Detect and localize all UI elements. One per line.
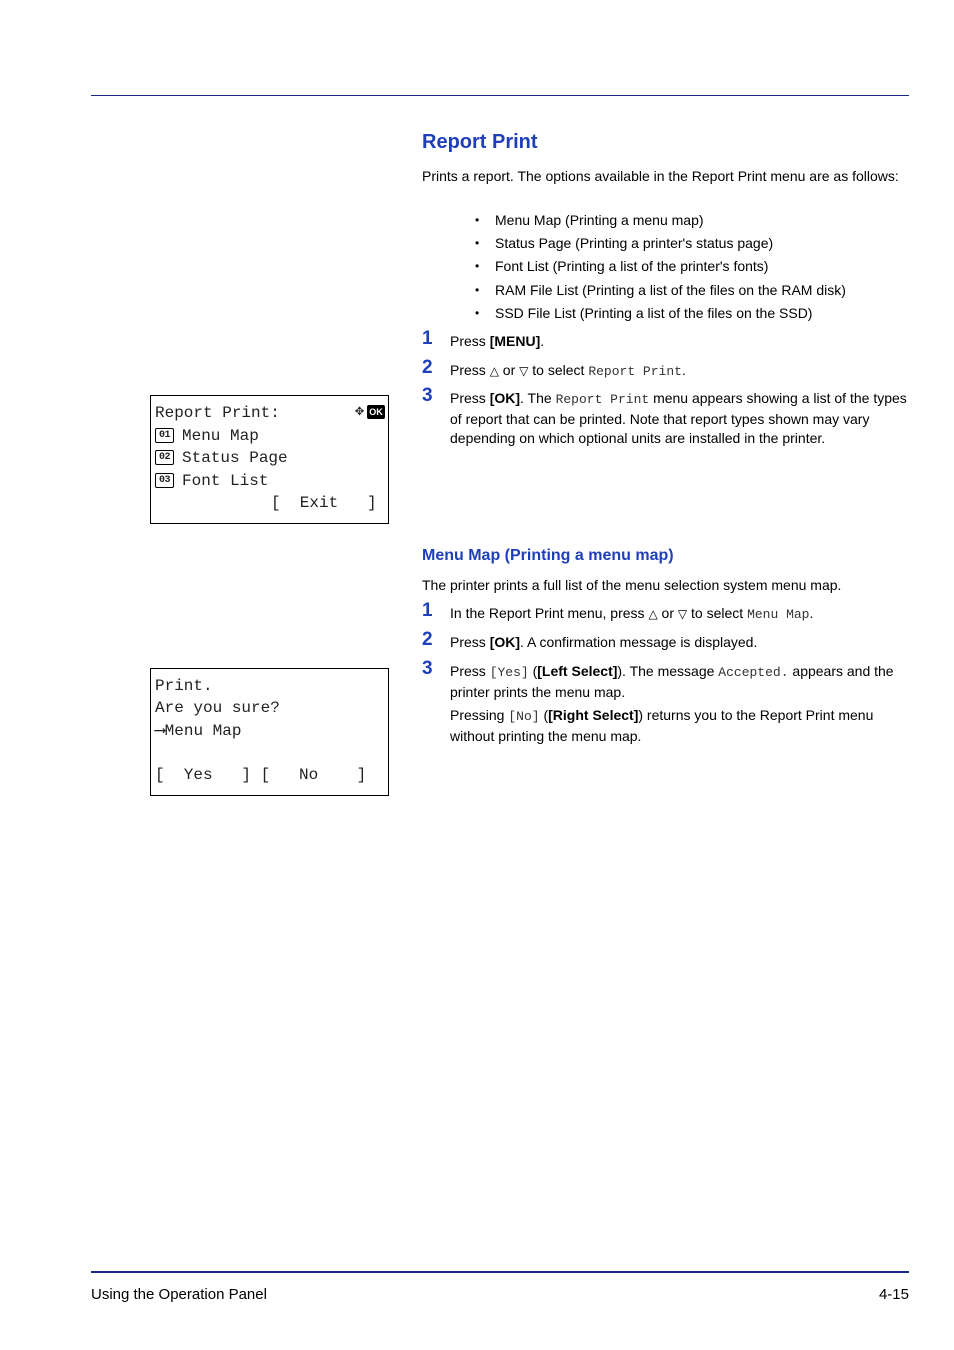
step-text: . A confirmation message is displayed.: [520, 634, 758, 650]
list-item: • Menu Map (Printing a menu map): [475, 211, 846, 234]
arrow-right-icon: ⟶: [155, 722, 165, 740]
section-title: Report Print: [422, 131, 538, 153]
step-text: to select: [528, 362, 589, 378]
substep-3: [422, 658, 909, 702]
up-down-left-right-icon: ✥: [354, 403, 364, 420]
step-text: to select: [687, 605, 748, 621]
step-text: Pressing: [450, 707, 509, 723]
item-number-badge: 02: [155, 450, 174, 465]
ok-icon: OK: [367, 405, 385, 419]
step-3: [422, 385, 909, 449]
subsection-title: Menu Map (Printing a menu map): [422, 547, 674, 564]
step-number: 3: [422, 385, 433, 406]
substep-1: [422, 600, 909, 625]
lcd-line: [155, 720, 241, 742]
lcd-item-label: Menu Map: [182, 427, 259, 445]
footer-rule: [91, 1271, 909, 1273]
key-label: [Right Select]: [548, 707, 639, 723]
display-text: Report Print: [555, 392, 650, 407]
step-text: Press: [450, 663, 490, 679]
lcd-item-label: Menu Map: [164, 722, 242, 740]
page-number: 4-15: [878, 1286, 909, 1303]
step-number: 2: [422, 357, 433, 378]
item-number-badge: 01: [155, 428, 174, 443]
step-text: . The: [520, 390, 556, 406]
lcd-menu-item: [155, 425, 259, 447]
key-label: [OK]: [489, 390, 521, 406]
list-item: • RAM File List (Printing a list of the files on the RAM disk): [475, 281, 846, 304]
lcd-softkeys: [ Yes ] [ No ]: [155, 766, 367, 784]
lcd-line: Are you sure?: [155, 699, 280, 717]
step-text: Press: [450, 333, 490, 349]
step-number: 1: [422, 600, 433, 621]
lcd-menu-item: [155, 447, 288, 469]
step-text: Press: [450, 634, 490, 650]
display-text: Report Print: [588, 364, 682, 379]
lcd-line: Print.: [155, 677, 213, 695]
lcd-title: Report Print:: [155, 404, 280, 422]
substep-3-note: [422, 706, 909, 746]
list-item: • Status Page (Printing a printer's status page): [475, 234, 846, 257]
up-arrow-icon: △: [648, 607, 658, 621]
step-text: Press: [450, 362, 490, 378]
step-text: ) returns you to the Report Print menu without printing the menu map.: [450, 707, 874, 744]
step-number: 2: [422, 629, 433, 650]
report-options-list: [475, 211, 846, 327]
display-text: [No]: [508, 709, 540, 724]
step-number: 1: [422, 328, 433, 349]
display-text: Menu Map: [747, 607, 810, 622]
step-text: appears and the printer prints the menu map.: [450, 663, 894, 700]
key-label: [Left Select]: [537, 663, 618, 679]
step-text: menu appears showing a list of the types of report that can be printed. Note that report types shown may vary depending on which optional units are installed in the printer.: [450, 390, 907, 446]
step-1: [422, 328, 909, 352]
step-text: .: [809, 605, 814, 621]
header-rule: [91, 95, 909, 96]
lcd-confirmation: [150, 668, 389, 796]
up-arrow-icon: △: [489, 364, 499, 378]
lcd-menu-item: [155, 470, 268, 492]
key-label: [OK]: [489, 634, 521, 650]
step-2: [422, 357, 909, 382]
subsection-intro: The printer prints a full list of the menu selection system menu map.: [422, 577, 842, 593]
display-text: [Yes]: [489, 665, 529, 680]
lcd-item-label: Font List: [182, 472, 269, 490]
down-arrow-icon: ▽: [677, 607, 688, 621]
list-item: • SSD File List (Printing a list of the files on the SSD): [475, 304, 846, 327]
display-text: Accepted.: [718, 665, 789, 680]
step-text: (: [528, 663, 538, 679]
step-text: Press: [450, 390, 490, 406]
lcd-softkey-exit: [ Exit ]: [271, 494, 377, 512]
substep-2: [422, 629, 909, 653]
step-text: .: [681, 362, 686, 378]
lcd-report-print-menu: [150, 395, 389, 524]
item-number-badge: 03: [155, 473, 174, 488]
step-text: or: [657, 605, 678, 621]
down-arrow-icon: ▽: [519, 364, 529, 378]
section-intro: Prints a report. The options available in the Report Print menu are as follows:: [422, 168, 899, 184]
footer-chapter: Using the Operation Panel: [91, 1286, 267, 1303]
key-label: [MENU]: [489, 333, 541, 349]
step-text: .: [540, 333, 545, 349]
step-text: or: [498, 362, 520, 378]
step-number: 3: [422, 658, 433, 679]
list-item: • Font List (Printing a list of the printer's fonts): [475, 257, 846, 280]
step-text: ). The message: [617, 663, 719, 679]
step-text: (: [539, 707, 549, 723]
step-text: In the Report Print menu, press: [450, 605, 649, 621]
lcd-item-label: Status Page: [182, 449, 288, 467]
